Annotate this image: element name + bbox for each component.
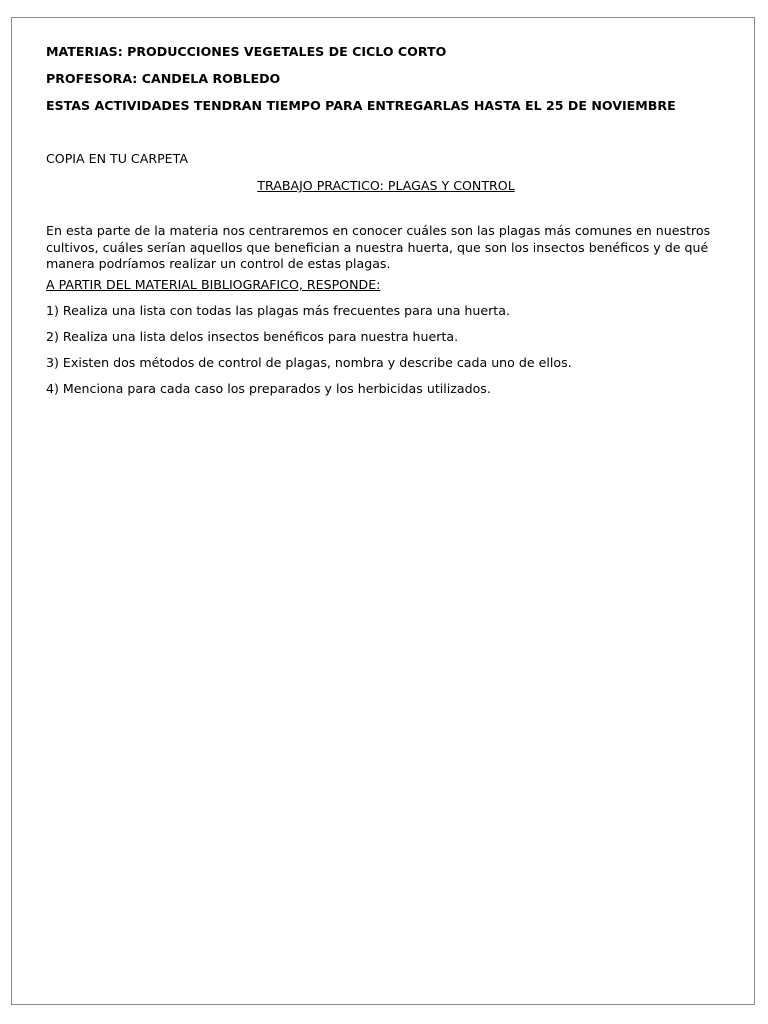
intro-paragraph: En esta parte de la materia nos centraremos en conocer cuáles son las plagas más comunes en nuestros cultivos, cuáles serían aquellos que benefician a nuestra huerta, que son los insectos benéficos y de qué manera podríamos realizar un control de estas plagas.: [46, 223, 711, 271]
spacer: [46, 194, 726, 223]
answer-instruction: A PARTIR DEL MATERIAL BIBLIOGRAFICO, RESPONDE:: [46, 276, 381, 292]
question-item: 1) Realiza una lista con todas las plagas más frecuentes para una huerta.: [46, 302, 510, 318]
copy-instruction: COPIA EN TU CARPETA: [46, 151, 188, 166]
document-page: [11, 17, 755, 1005]
deadline-heading: ESTAS ACTIVIDADES TENDRAN TIEMPO PARA ENTREGARLAS HASTA EL 25 DE NOVIEMBRE: [46, 98, 676, 113]
question-item: 4) Menciona para cada caso los preparados y los herbicidas utilizados.: [46, 380, 491, 396]
question-item: 2) Realiza una lista delos insectos benéficos para nuestra huerta.: [46, 328, 459, 344]
subject-heading: MATERIAS: PRODUCCIONES VEGETALES DE CICLO CORTO: [46, 44, 447, 59]
assignment-title: TRABAJO PRACTICO: PLAGAS Y CONTROL: [257, 178, 515, 193]
spacer: [46, 125, 726, 151]
document-content: [46, 44, 726, 407]
question-item: 3) Existen dos métodos de control de plagas, nombra y describe cada uno de ellos.: [46, 354, 572, 370]
teacher-heading: PROFESORA: CANDELA ROBLEDO: [46, 71, 281, 86]
